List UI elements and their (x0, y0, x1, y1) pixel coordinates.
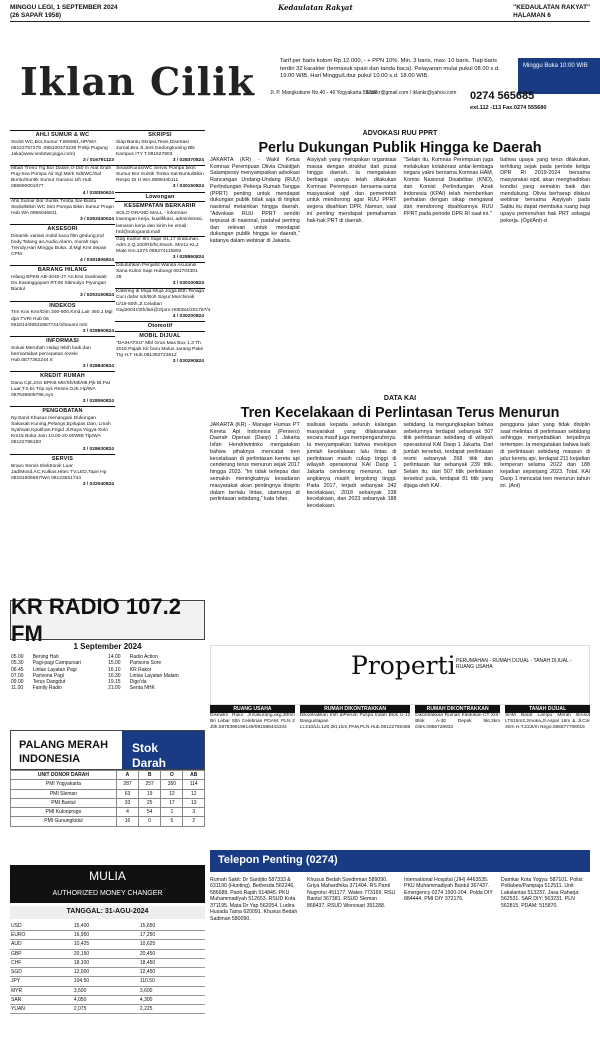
stok-cell: PMI Gunungkidul (11, 817, 117, 826)
ad-section (115, 262, 205, 288)
radio-cell: 05.00 (11, 654, 24, 660)
phone: 0274 565685 (470, 90, 535, 102)
telp-col: Khusus Bedah Soedirman 589090. Griya Mahardhika 371404. RS Panti Nugroho 451177. Wates 773169. RSU Bantul 367381. RSUD Sleman 868437. RSUD Wonosari 391288. (307, 876, 396, 909)
property-text: Dikontrakkan Rumah Kledokan CT XIX-Blok A-30 Depok 5kt,3km Ditrs.0856728833 (415, 713, 501, 731)
stok-cell: 17 (161, 798, 183, 807)
rate-row (10, 968, 205, 977)
section-heading: INDEKOS (49, 302, 76, 309)
radio-cell: 11.00 (11, 685, 24, 692)
pmi-title: PALANG MERAH INDONESIA (19, 739, 109, 765)
telp-col: International Hospital (JIH) 4463535. PKU Muhammadiyah Bantul 367437. Emergency 0274 1500-204. Polda DIY 884444. PMI DIY 372176. (404, 876, 493, 903)
ad-text: Ny.Sanit Khusus menangani Dukungan Sakasait Kuning,Pelangs,Epilupas Dan, Lmah Syahwat,Kputihan,Frigid Jl.Raya Yogya-Solo Km15 Buka Jam 10.00-20.00WIB Tlp/WA 08122785193 (11, 416, 111, 446)
section-heading: SKRIPSI (148, 132, 172, 138)
rate-cell: 20,150 (73, 949, 139, 958)
ad-section (115, 192, 205, 202)
rate-cell: AUD (10, 940, 73, 949)
stok-row (11, 817, 205, 826)
stok-header (10, 730, 205, 770)
rate-row (10, 986, 205, 995)
rate-cell: 3,600 (139, 986, 205, 995)
telp-cols (210, 877, 590, 923)
stok-cell: 12 (161, 789, 183, 798)
ad-section (115, 201, 205, 235)
ad-section (10, 130, 115, 165)
ad-text: Bravo Servis Elektronik Luar Jad/Mosd,AC,Kulkas,Hitec TV,LED,Tape Hp 08191505597/WA 08123551744 (11, 463, 107, 481)
rate-cell: SGD (10, 968, 73, 977)
fax: ext.112 -113 Fax.0274 555680 (470, 105, 547, 111)
property-heading: TANAH DIJUAL (505, 705, 590, 713)
stok-cell: 4 (116, 808, 138, 817)
ad-code: 3 / 030290824 (172, 358, 204, 364)
ad-code: 3 / 028840824 (82, 363, 114, 369)
stok-cell: 2 (183, 817, 205, 826)
rate-cell: YUAN (10, 1005, 73, 1014)
address: Jl. P. Mangkubumi No.40 - 46 Yogyakarta 55232 (270, 90, 377, 96)
stok-cell: 3 (183, 808, 205, 817)
telp-title: Telepon Penting (0274) (210, 850, 590, 872)
radio-cell: Parivona Pagi (32, 672, 64, 679)
property-list: PERUMAHAN - RUMAH DIJUAL - TANAH DIJUAL - RUANG USAHA (456, 658, 572, 671)
rate-cell: 110.50 (139, 977, 205, 986)
ad-code: 3 / 032040824 (82, 481, 114, 487)
ad-section (10, 406, 115, 453)
rate-cell: 18,450 (139, 958, 205, 967)
rate-row (10, 949, 205, 958)
radio-cell: Parisons Sore (129, 660, 162, 667)
radio-cell: Terus Dangdut (32, 679, 66, 685)
rate-cell: 4,300 (139, 995, 205, 1004)
stok-cell: 5 (161, 817, 183, 826)
rate-cell: 10,425 (73, 940, 139, 949)
stok-row (11, 789, 205, 798)
ad-code: 4 / 030200824 (172, 313, 204, 319)
radio-cell: 07.00 (11, 672, 24, 679)
ad-code: 3 / 030100824 (172, 281, 204, 287)
header-date: MINGGU LEGI, 1 SEPTEMBER 2024 (26 SAPAR 1958) (10, 4, 118, 19)
property-heading: RUANG USAHA (210, 705, 295, 713)
property-ad (210, 705, 295, 845)
section-heading: Lowongan (145, 193, 175, 200)
property-text: Disewkn Ruko Jl.Kaliurang,ukg,300m Bri Lebar Sltn Celebrian PDAM, PLN 2 Jlth.0878399198149/081588443344 (210, 713, 295, 731)
radio-cell: Pagi-pagi Campursari (32, 660, 82, 667)
stok-row (11, 780, 205, 789)
ad-code: 3 / 028890824 (82, 328, 114, 334)
contact-bar (270, 90, 590, 124)
rate-row (10, 922, 205, 931)
mid-ads-column (115, 130, 211, 650)
ad-section (115, 321, 205, 331)
stok-cell: 19 (139, 789, 161, 798)
rate-cell: MYR (10, 986, 73, 995)
ad-text: Hilang BPKB AB-4040-JT An.Emi Susilowati Dn.Karanggayam RT.06 Sitimulyo Piyungan Bantul (11, 275, 107, 293)
radio-cell: 16.30 (108, 672, 121, 679)
radio-logo: KR RADIO 107.2 FM (10, 600, 205, 640)
paper-name: Kedaulatan Rakyat (278, 3, 353, 12)
stok-cell: PMI Kulonprogo (11, 808, 117, 817)
ad-text: Trm Kos Kmr/Dim 300-600,Kmd,Lair 450,J.Mgl dpn TVRI Hub 06 561814/08522887744/3/Saumi Intri (11, 310, 113, 328)
section-label: ADVOKASI RUU PPRT (362, 130, 438, 137)
stok-cell: 0 (139, 817, 161, 826)
unit-head: UNIT DONOR DARAH (11, 771, 117, 780)
radio-row (10, 685, 205, 691)
ad-text: Dibutuhkan Penjahit Wanita Asuransi Sana Kulon Sapi Hubungi 081704301 28 (116, 263, 198, 281)
ad-text: Katering di Muja-Muja Jogja Btth Tenaga Cuci dafar sdr/Boh Sayur,Murchinak U/18-50th,Jl.Celaban Gaji2004r/2th/lari@2/jam.H08354/201787/4 (116, 289, 211, 313)
article-col: JAKARTA (KR) - Wakil Ketua Komnas Perempuan Olivia Chaidijah Salampessy menyampaikan advokasi Rancangan Undang-Undang (RUU) Perlindungan Pekerja Rumah Tangga (PPRT) penting untuk mendapat dukungan publik tidak saja di tingkat nasional melainkan hingga daerah. "Advokasi RUU PPRT sendiri terpusat di nasional, padahal penting dan relevan untuk mendapat dukungan publik hingga ke daerah," katanya dalam webinar di Jakarta. (210, 156, 300, 245)
property-text: Dikontrakkan rmh diPerum Puspa Indah Blok U-12 Banguntapan Lt.210/Lb.120,2kt,1km,PAM,PLN.Hub.08122765488 (299, 713, 411, 731)
stok-row (11, 808, 205, 817)
stok-cell: 25 (139, 798, 161, 807)
rate-row (10, 1005, 205, 1014)
rate-cell: 104.50 (73, 977, 139, 986)
rate-cell: 3,500 (73, 986, 139, 995)
ad-text: Gdg Kantor 8m Sapir 81,17 Srabuhan. Adm 2,Q,100/Rb/hr,Srwck. Mm1x KLJ Mate Km.1274 085274115892 (116, 236, 200, 254)
stok-cell: 54 (139, 808, 161, 817)
radio-cell: Family Radio (32, 685, 62, 692)
mulia-date: TANGGAL: 31-AGU-2024 (10, 906, 205, 919)
radio-cell: Senta NHK (129, 685, 155, 692)
rate-cell: SAR (10, 995, 73, 1004)
ad-text: Dinamik variasi mobil kaca film gedung,Ind body,Tatang air,Audio,Alarm, murah raja Trendy,Hari Minggu Buka. Jl.Mgl Kmt depan CPM. (11, 233, 107, 258)
property-ad (300, 705, 410, 845)
property-heading: RUMAH DIKONTRAKKAN (300, 705, 410, 713)
stok-cell: PMI Yogyakarta (11, 780, 117, 789)
ad-code: 3 / 028860824 (172, 254, 204, 260)
radio-table (10, 654, 205, 692)
ad-code: 3 / 028370824 (172, 158, 204, 164)
article-col: Aisyiyah yang merupakan organisasi massa dengan struktur dari pusat hingga daerah. Ia mengatakan berbagai upaya telah dilakukan Komnas Perempuan bersama-sama masyarakat sipil dan pemerintah untuk mendorong agar RUU PPRT segera disahkan DPR. Namun, saat ini penting mendapat pemahaman hak-hak PRT di daerah. (306, 156, 397, 224)
property-banner (210, 645, 590, 705)
article-title: Perlu Dukungan Publik Hingga ke Daerah (258, 139, 542, 156)
telp-col: Rumah Sakit: Dr Sardjito 587333 & 631190 (Hunting). Bethesda 562246, 586688. Panti Rapih 514845. PKU Muhammadiyah 512653. RSUD Kota 371195. Mata Dr Yap 562054. Ludira Husada Tama 620091. Khusus Bedah Sadiman 580090. (210, 876, 298, 922)
stok-table (10, 770, 205, 827)
ad-text: "DAIHATSU" Mbl Gran Max Box 1.3 Th 2015 Pajaik Kir baru Mulus Jarang Pake Trg H.T Hub.081392723612 (116, 340, 204, 358)
stok-title: Stok Darah (122, 731, 204, 769)
blood-type: O (161, 771, 183, 780)
section-heading: KESEMPATAN BERKARIR (124, 203, 196, 210)
rate-row (10, 940, 205, 949)
article-col: pengguna jalan yang tidak disiplin saat melintas di perlintasan sebidang sehingga menyebabkan terjadinya tertemper. Ia mengatakan bahwa baik di perlintasan sebidang maupun di jalur kereta api, terdapat 211 kejadian temperan selama 2022 dan 188 kejadian sepanjang 2023. Total, KAI Daop 1 mencatat tren menurun tahun ini. (Ant) (500, 421, 590, 489)
telepon-penting (210, 850, 590, 1050)
email: iklankr@gmail.com / iklankr@yahoo.com (366, 90, 457, 96)
article-text (210, 422, 590, 510)
stok-cell: 63 (116, 789, 138, 798)
stok-cell: 114 (183, 780, 205, 789)
section-heading: AKSESORI (47, 226, 78, 233)
blood-type: B (139, 771, 161, 780)
rate-cell: 20,450 (139, 949, 205, 958)
property-ads-grid (210, 705, 590, 845)
stok-cell: PMI Bantul (11, 798, 117, 807)
rate-cell: 4,050 (73, 995, 139, 1004)
property-heading: RUMAH DIKONTRAKKAN (415, 705, 500, 713)
mulia-money-changer (10, 865, 205, 1045)
ad-code: 3 / 0293190824 (80, 293, 114, 299)
stok-cell: 33 (116, 798, 138, 807)
property-text: SHM Barat Lampu Merah Brosot LT615m2,2muka,Jl.Aspal 16m & Jl.Cor 40m H.T.23Jt/m Nego.085877708015 (505, 713, 590, 731)
section-heading: SERVIS (51, 455, 74, 462)
radio-cell: 21.00 (108, 685, 121, 692)
section-heading: MOBIL DIJUAL (139, 332, 181, 339)
ad-section (10, 371, 115, 406)
ad-section (10, 165, 115, 197)
rate-row (10, 931, 205, 940)
ad-text: SOLO GRAND MALL - informasi lowongan kerja, kualifikasi, administrasi, lamaran kerja dan kirim ke email: hrd@sologrand.mall (116, 211, 203, 235)
stok-head (11, 771, 205, 780)
rate-cell: USD (10, 922, 73, 931)
ad-code: 4 / 028350624 (82, 190, 114, 196)
ad-code: 3 / 028630824 (82, 446, 114, 452)
ad-section (115, 130, 205, 165)
stok-cell: 350 (161, 780, 183, 789)
stok-cell: 1 (161, 808, 183, 817)
blood-type: A (116, 771, 138, 780)
radio-cell: 14.00 (108, 654, 121, 660)
stok-cell: 13 (183, 798, 205, 807)
article-title: Tren Kecelakaan di Perlintasan Terus Menurun (240, 404, 560, 421)
ad-text: Solusi Meruhah Hidup lebih baik dan bermartabat percepatan rezeki Hub.0877362244 8 (11, 345, 91, 363)
radio-cell: 09.00 (11, 679, 24, 685)
radio-date: 1 September 2024 (73, 642, 142, 651)
ad-section (10, 454, 115, 489)
ad-text: Mbah Treno Tlg Bor Dalam 0-150 m Alat Sndri Pug-Sva Pompa Air Sgl Merk Sdt/WC/Sal Buntu/Suntik Sumur Garansi 1th Hub 085690001077 (11, 166, 112, 190)
article-pprt (210, 130, 590, 385)
top-header (10, 4, 590, 22)
rate-cell: GBP (10, 949, 73, 958)
ad-code: 3 / 016791123 (82, 158, 114, 164)
radio-cell: Bening Hati (32, 654, 59, 660)
rate-row (10, 995, 205, 1004)
ad-code: 4 / 0381806824 (80, 258, 114, 264)
rate-cell: 16,950 (73, 931, 139, 940)
rate-row (10, 977, 205, 986)
section-heading: PENGOBATAN (42, 408, 83, 415)
iklan-cilik-logo: Iklan Cilik (20, 59, 255, 104)
telp-col: Damkar Kota Yogya: 587101. Polisi: Poltabes/Pampaja 512511. Unit Lakalantas 513237. Jasa Raharja: 562531. SAR DIY: 563231. PLN 562815. PDAM: 515870. (501, 876, 584, 909)
ad-code: 3 / 030150824 (172, 184, 204, 190)
rate-row (10, 958, 205, 967)
ad-section (10, 301, 115, 336)
rate-cell: 2,075 (73, 1005, 139, 1014)
ad-section (115, 288, 211, 320)
ad-section (10, 198, 115, 224)
rate-cell: 12,000 (73, 968, 139, 977)
stok-cell: 16 (116, 817, 138, 826)
radio-cell: 15.00 (108, 660, 121, 667)
property-ad (415, 705, 500, 845)
blood-type: AB (183, 771, 205, 780)
radio-cell: 06.45 (11, 666, 24, 673)
radio-cell: Digo'da (129, 679, 147, 685)
ad-text: Sedot/Kuras/WC Servis Pompa bikin Sumur Bor Suntik Timba Sal-Buntu/Bikin Respo DI H.WA.089944b111 (116, 166, 204, 184)
rate-cell: 18,100 (73, 958, 139, 967)
pricing-note: Tarif per baris kolom Rp.12.000, - + PPN 10%. Min. 3 baris, max. 10 baris. Tiap baris terdiri 32 karakter (termasuk spasi dan tanda baca). Pelayanan mulai pukul 08.00 s.d. 19.00 WIB. Hari Minggu/Libur pukul 10.00 s.d. 18.00 WIB. (280, 58, 500, 80)
radio-cell: Lintas Layatan Malam (129, 672, 179, 679)
stok-row (11, 798, 205, 807)
stok-cell: 287 (116, 780, 138, 789)
rate-cell: CHF (10, 958, 73, 967)
rate-cell: 12,450 (139, 968, 205, 977)
rate-cell: 15,400 (73, 922, 139, 931)
ad-section (115, 236, 205, 262)
article-col: sebidang. Ia mengungkapkan bahwa sebelumnya terdapat sebanyak 507 titik perlintasan sebidang di wilayah operasional KAI Daop 1 Jakarta. Dari jumlah tersebut, terdapat perlintasan resmi sebanyak 268 titik dan perlintasan liar sebanyak 239 titik. Selain itu, dari 507 titik perlintasan tersebut pula, terdapat 81 titik yang dijaga oleh KAI. (403, 421, 494, 489)
section-heading: KREDIT RUMAH (40, 373, 85, 380)
ad-section (115, 331, 205, 366)
article-text (210, 157, 590, 245)
rate-cell: 10,625 (139, 940, 205, 949)
property-ad (505, 705, 590, 845)
ad-section (10, 265, 115, 300)
sunday-open-badge: Minggu Buka 10:00 WIB (518, 58, 600, 94)
kr-radio-schedule (10, 593, 205, 728)
article-col: bahwa upaya yang terus dilakukan, terhitung sejak pada periode ketiga DPR RI 2019-2024 bersama masyarakat sipil, akan menghadirkan kondisi yang semakin baik dan mendukung. Olivia berharap diskusi webinar bersama Aisyiyah pada Sabtu itu dapat membuka ruang bagi upaya pemenuhan hak PRT sebagai pekerja. (Ogi/Ant)-d (500, 156, 590, 224)
radio-cell: 16.10 (108, 666, 121, 673)
rate-cell: EURO (10, 931, 73, 940)
radio-cell: Lintas Layatan Pagi (32, 666, 77, 673)
article-col: "Selain itu, Komnas Perempuan juga melakukan kolaborasi antar-lembaga negara yakni bersama Komnas HAM, Komisi Nasional Disabilitas (KND), dan Komisi Perlindungan Anak Indonesia (KPAI) telah memberikan perhatian dengan sikap mengawal dan mendorong disahkannya RUU PPRT pada periode DPR RI saat ini." (403, 156, 494, 217)
property-title: Properti (351, 651, 456, 680)
article-col: JAKARTA (KR) - Manajer Humas PT Kereta Api Indonesia (Persero) Daerah Operasi (Daop) 1 Jakarta Ixfan Hendriwintoko mengatakan bahwa pihaknya mencatat tren kecelakaan di perlintasan kereta api cenderung terus menurun sejak 2017 hingga 2023. "Ini tidak terlepas dari semakin meningkatnya kesadaran masyarakat akan pentingnya disiplin dalam berlalu lintas, utamanya di perlintasan sebidang," kata Ixfan. (210, 421, 300, 503)
section-heading: AHLI SUMUR & WC (35, 132, 90, 138)
section-heading: INFORMASI (46, 337, 79, 344)
rate-cell: 17,250 (139, 931, 205, 940)
radio-cell: KR Rakor (129, 666, 152, 673)
stok-darah (10, 730, 205, 860)
ad-code: 3 / 0283340024 (80, 216, 114, 222)
ad-text: Ahli Sumur Bor Suntik Timba Sal-Buntu Sedot/Bikin WC Sim Pompa Bikin Sumur Prapn Hub WA 0856046811 (11, 198, 115, 216)
radio-cell: 05.30 (11, 660, 24, 667)
ad-section (10, 224, 115, 265)
ad-text: Siap Bantu Skripsi,Tesis,Disertasi Jurnal,Bra Jl.Jenl.Gedongkuning Blk Kampus ITY T.081627803 (116, 139, 195, 158)
stok-cell: PMI Sleman (11, 789, 117, 798)
rate-table (10, 922, 205, 1015)
rate-cell: 15,650 (139, 922, 205, 931)
stok-cell: 12 (183, 789, 205, 798)
section-heading: Otomotif (147, 322, 173, 329)
radio-cell: 19.15 (108, 679, 121, 685)
ad-code: 3 / 028060824 (82, 399, 114, 405)
rate-cell: 2,225 (139, 1005, 205, 1014)
mulia-title: MULIA AUTHORIZED MONEY CHANGER (10, 865, 205, 903)
rate-cell: JPY (10, 977, 73, 986)
header-right: "KEDAULATAN RAKYAT" HALAMAN 6 (513, 4, 590, 19)
section-heading: BARANG HILANG (37, 267, 88, 274)
stok-cell: 257 (139, 780, 161, 789)
ad-section (10, 336, 115, 371)
ad-section (115, 165, 205, 191)
ad-text: Sedot WC,Bor,Sumur T.806891,HP/WA 08122757279 ,085100473235 P.Wiji Pugung Jaka(www.sedotwcjogja.com) (11, 139, 108, 158)
radio-cell: Radio Action (129, 654, 158, 660)
ad-text: Dana Cpt,Jmn BPKB Mtr/Sh/Mb/08,Pjk Bl,Pat Luar,T.0,ks Trip sys Resmi OJK.Hp/WA 087838609798,Ayo (11, 380, 110, 399)
article-col: sialisasi kepada seluruh kalangan masyarakat yang dilaksanakan secara masif juga mempengaruhinya. Ia menyampaikan bahwa meskipun jumlah kecelakaan lalu lintas di perlintasan masih cukup tinggi di wilayah operasional KAI Daop 1 Jakarta cenderung menurun, tapi angkanya masih tergolong tinggi. Pada 2017, terjadi sebanyak 242 kecelakaan, 2018 sebanyak 238 kecelakaan, dan 2023 sebanyak 188 kecelakaan. (306, 421, 397, 510)
section-label: DATA KAI (383, 395, 417, 402)
article-kai (210, 395, 590, 640)
